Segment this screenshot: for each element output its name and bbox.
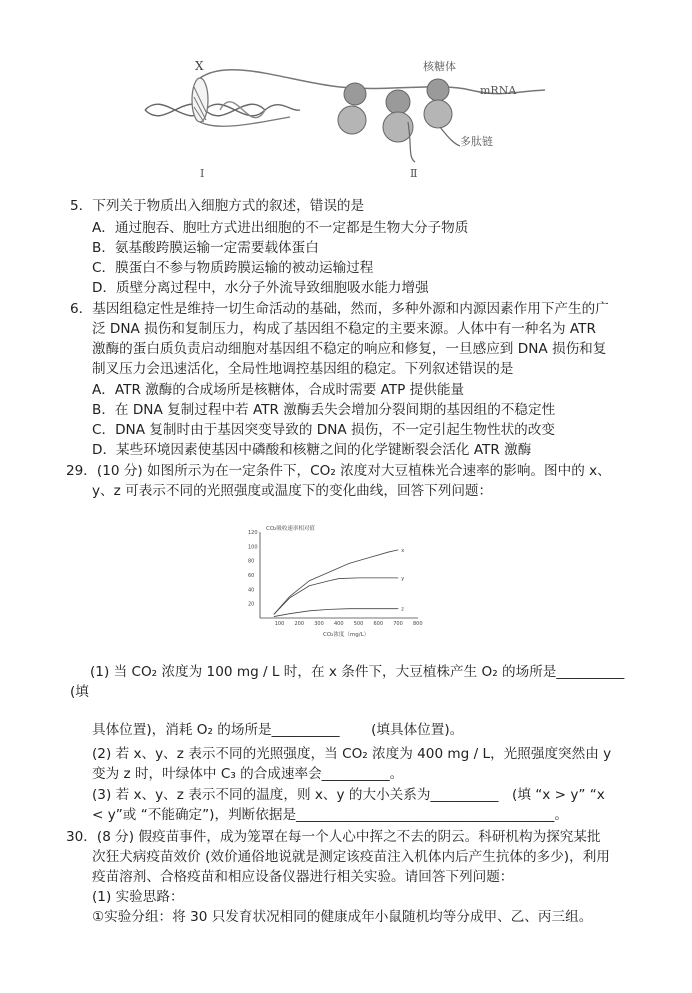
q29-sub1-line3: 具体位置)，消耗 O₂ 的场所是__________ (填具体位置)。 — [92, 722, 464, 738]
q5-option-a: A．通过胞吞、胞吐方式进出细胞的不一定都是生物大分子物质 — [92, 220, 469, 236]
label-x: X — [195, 59, 204, 73]
y-tick-label: 80 — [248, 558, 255, 565]
q6-option-c: C．DNA 复制时由于基因突变导致的 DNA 损伤，不一定引起生物性状的改变 — [92, 422, 555, 438]
q30-step1: ①实验分组：将 30 只发育状况相同的健康成年小鼠随机均等分成甲、乙、丙三组。 — [92, 909, 593, 925]
label-mrna: mRNA — [480, 84, 517, 97]
y-tick-label: 40 — [248, 587, 255, 594]
label-II: Ⅱ — [410, 167, 418, 180]
x-tick-label: 200 — [294, 621, 305, 627]
x-tick-label: 700 — [393, 621, 403, 627]
q29-sub3-line2: < y”或 “不能确定”)，判断依据是______________________________________。 — [92, 807, 568, 823]
series-label-x: x — [401, 547, 405, 554]
y-tick-label: 20 — [248, 601, 255, 608]
dna-double-helix — [145, 102, 300, 118]
y-tick-label: 60 — [248, 573, 255, 579]
q6-option-b: B．在 DNA 复制过程中若 ATR 激酶丢失会增加分裂间期的基因组的不稳定性 — [92, 402, 556, 418]
q30-line3: 疫苗溶剂、合格疫苗和相应设备仪器进行相关实验。请回答下列问题： — [92, 869, 514, 885]
q29-line2: y、z 可表示不同的光照强度或温度下的变化曲线，回答下列问题： — [92, 483, 493, 499]
q6-line1: 6．基因组稳定性是维持一切生命活动的基础，然而，多种外源和内源因素作用下产生的广 — [70, 301, 609, 317]
q29-sub2-line2: 变为 z 时，叶绿体中 C₃ 的合成速率会__________。 — [92, 766, 404, 782]
x-tick-label: 800 — [413, 621, 423, 627]
chart-x-axis-label: CO₂浓度（mg/L） — [323, 632, 370, 638]
x-tick-label: 600 — [373, 621, 384, 627]
q29-sub1-line1: (1) 当 CO₂ 浓度为 100 mg / L 时，在 x 条件下，大豆植株产生 O₂ 的场所是__________ — [90, 664, 625, 680]
q30-line1: 30．(8 分) 假疫苗事件，成为笼罩在每一个人心中挥之不去的阴云。科研机构为探究某批 — [66, 829, 601, 845]
y-tick-label: 120 — [248, 530, 258, 536]
series-label-z: z — [401, 606, 404, 613]
x-tick-label: 400 — [334, 621, 344, 627]
q5-option-c: C．膜蛋白不参与物质跨膜运输的被动运输过程 — [92, 260, 374, 276]
x-tick-label: 500 — [353, 621, 364, 627]
q6-line3: 激酶的蛋白质负责启动细胞对基因组不稳定的响应和修复，一旦感应到 DNA 损伤和复 — [92, 341, 607, 357]
q30-line2: 次狂犬病疫苗效价 (效价通俗地说就是测定该疫苗注入机体内后产生抗体的多少)，利用 — [92, 849, 610, 865]
q6-line4: 制叉压力会迅速活化，全局性地调控基因组的稳定。下列叙述错误的是 — [92, 361, 514, 377]
label-ribosome: 核糖体 — [423, 60, 456, 73]
label-I: Ⅰ — [200, 167, 205, 180]
co2-photosynthesis-chart — [238, 520, 428, 640]
series-label-y: y — [401, 575, 405, 582]
series-line-x — [274, 550, 398, 615]
label-polypeptide: 多肽链 — [460, 135, 493, 148]
q29-sub1-line2: (填 — [70, 684, 89, 700]
chart-y-axis-label: CO₂吸收速率相对值 — [266, 526, 315, 532]
q29-sub2-line1: (2) 若 x、y、z 表示不同的光照强度，当 CO₂ 浓度为 400 mg / L，光照强度突然由 y — [92, 746, 612, 762]
series-line-z — [274, 609, 398, 617]
transcription-translation-diagram — [140, 52, 560, 182]
x-tick-label: 100 — [274, 621, 285, 627]
q29-line1: 29．(10 分) 如图所示为在一定条件下，CO₂ 浓度对大豆植株光合速率的影响。图中的 x、 — [66, 463, 611, 479]
q5-option-b: B．氨基酸跨膜运输一定需要载体蛋白 — [92, 240, 319, 256]
q5-option-d: D．质壁分离过程中，水分子外流导致细胞吸水能力增强 — [92, 280, 429, 296]
y-tick-label: 100 — [248, 544, 258, 551]
q6-option-a: A．ATR 激酶的合成场所是核糖体，合成时需要 ATP 提供能量 — [92, 382, 465, 398]
q30-sub1: (1) 实验思路： — [92, 889, 184, 905]
q6-line2: 泛 DNA 损伤和复制压力，构成了基因组不稳定的主要来源。人体中有一种名为 ATR — [92, 321, 596, 337]
x-tick-label: 300 — [314, 621, 324, 627]
q5-stem: 5．下列关于物质出入细胞方式的叙述，错误的是 — [70, 198, 365, 214]
q29-sub3-line1: (3) 若 x、y、z 表示不同的温度，则 x、y 的大小关系为__________ (填 “x > y” “x — [92, 787, 605, 803]
q6-option-d: D．某些环境因素使基因中磷酸和核糖之间的化学键断裂会活化 ATR 激酶 — [92, 442, 532, 458]
